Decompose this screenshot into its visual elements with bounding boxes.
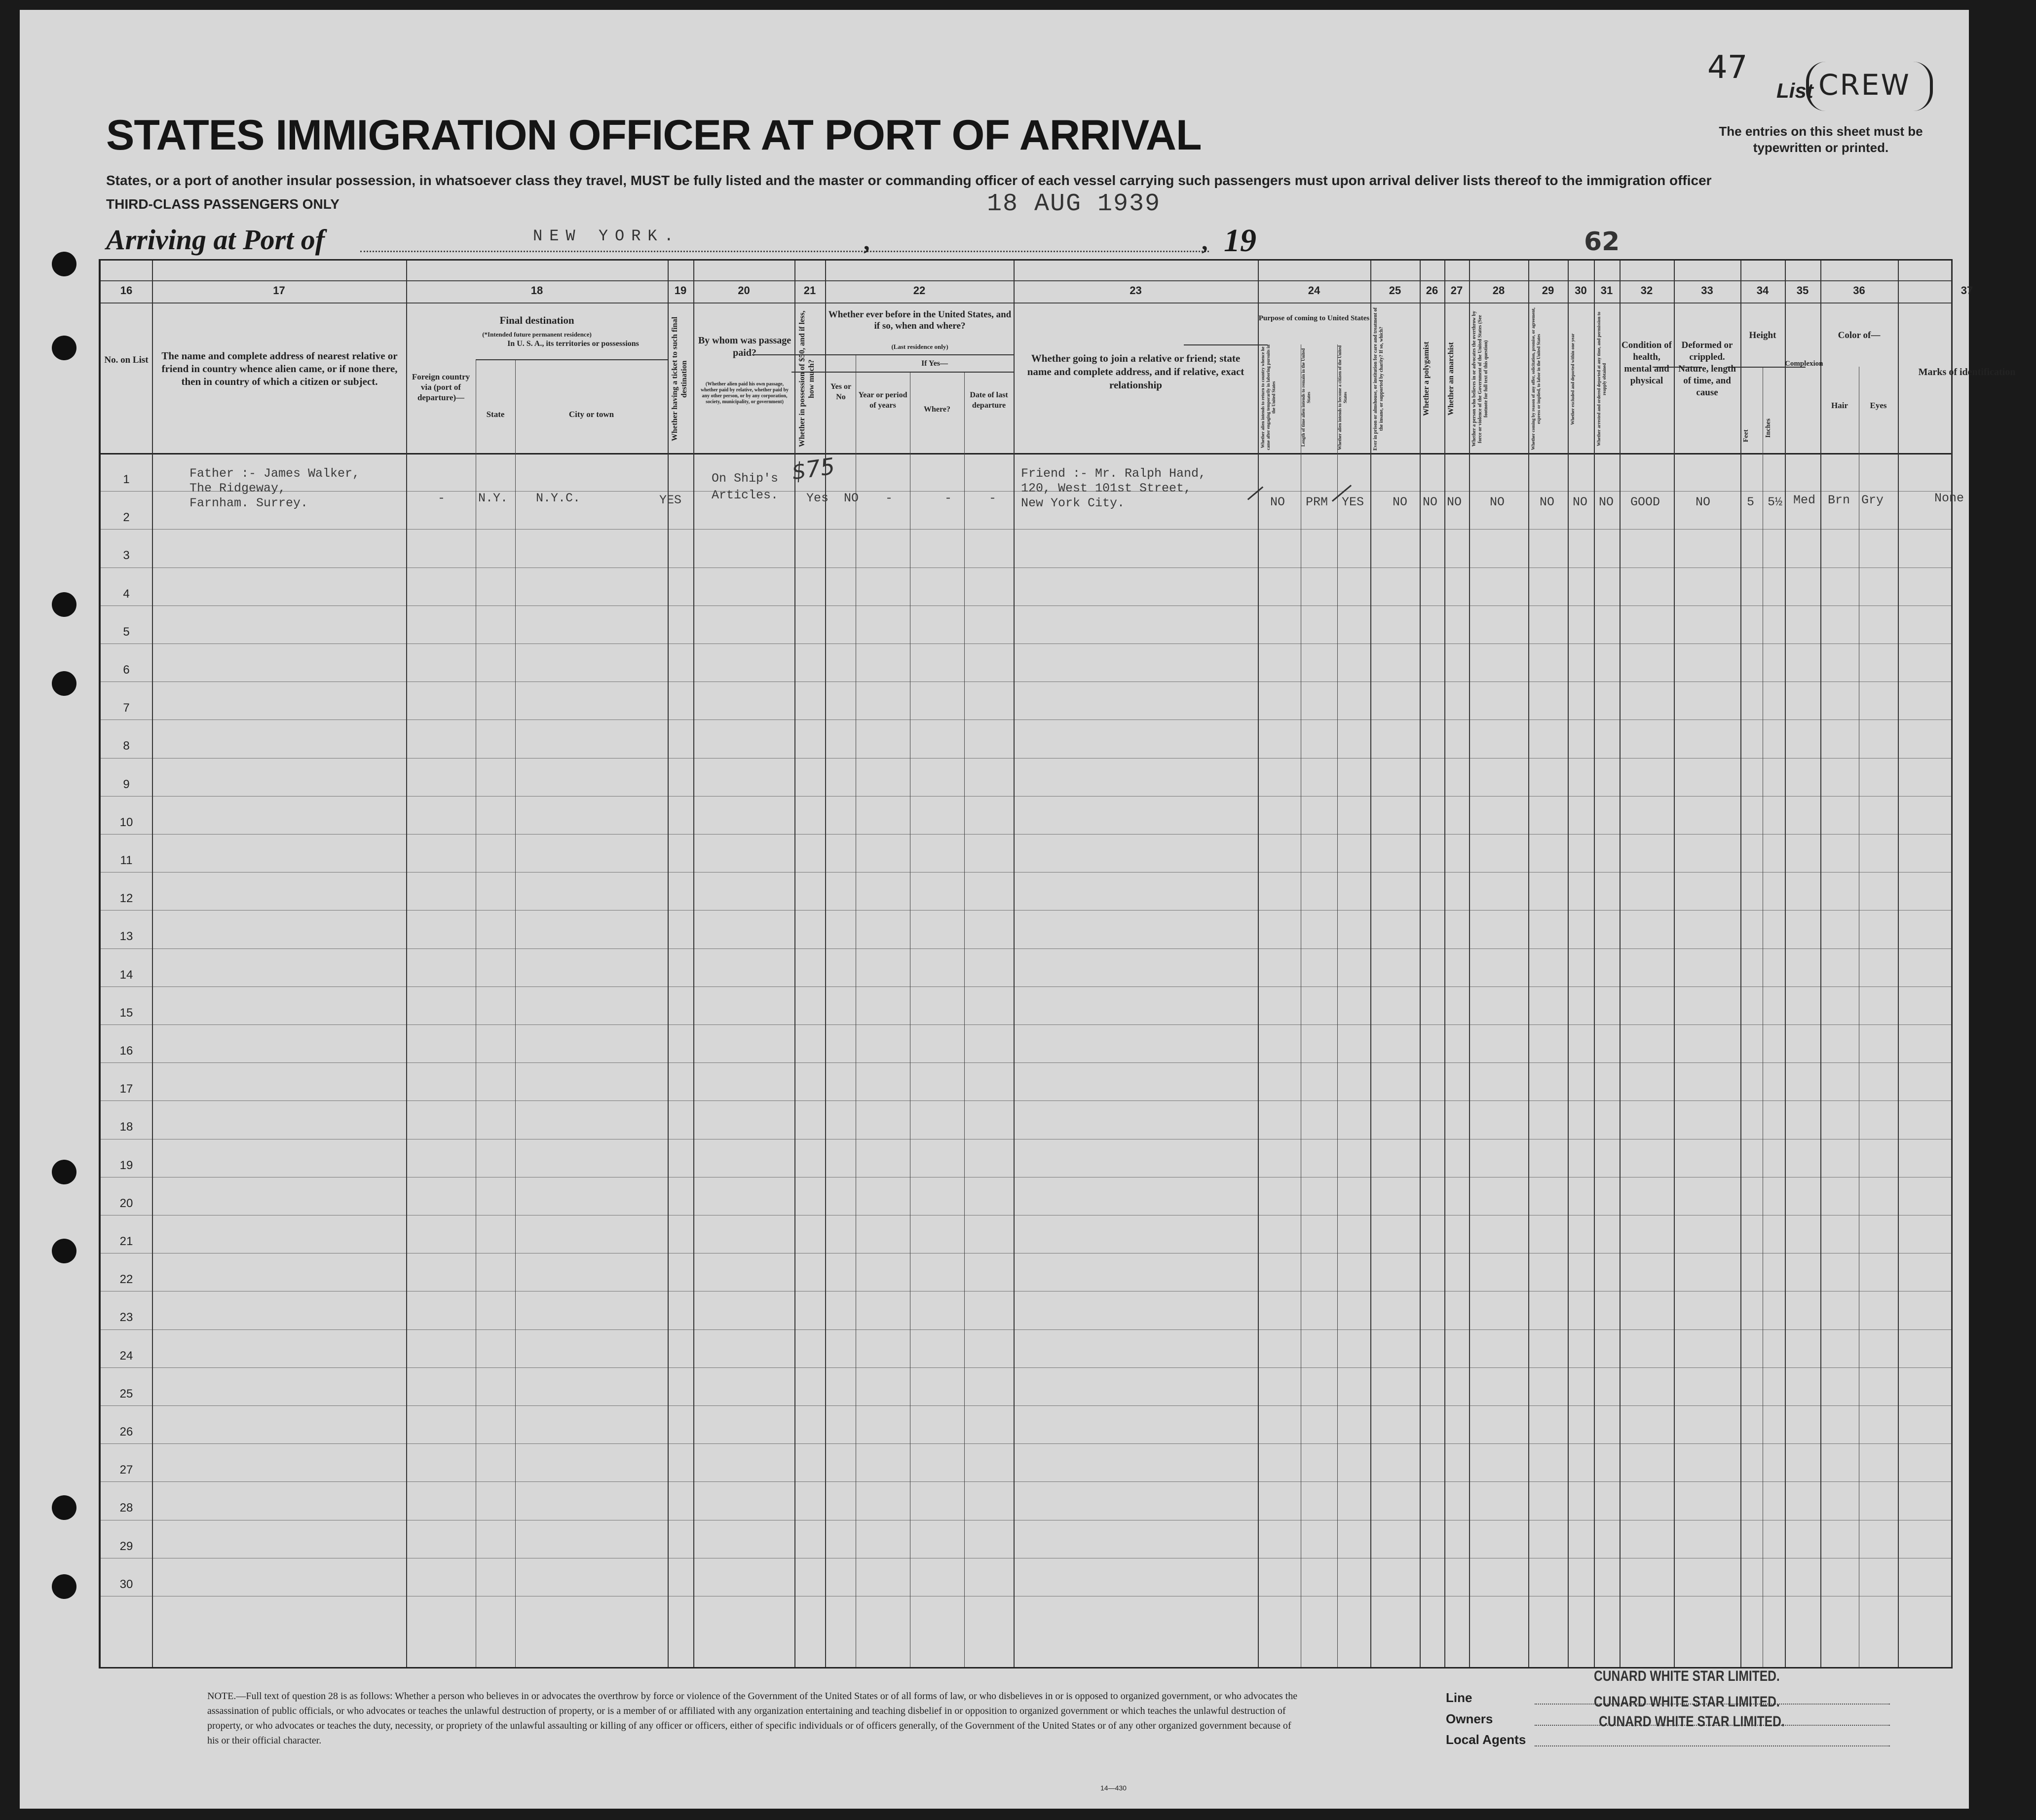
header-q29: Whether coming by reason of any offer, solicitation, promise, or agreement, express or implied, to labor in the United States: [1531, 307, 1541, 451]
subheader-rule: [1184, 344, 1268, 345]
row-number: 29: [119, 1539, 133, 1553]
row-number: 10: [119, 815, 133, 829]
entry-relative-line: The Ridgeway,: [189, 481, 286, 495]
entry-ticket: YES: [659, 493, 682, 507]
column-number: 19: [674, 284, 687, 297]
entry-where-dash: -: [944, 491, 952, 505]
column-line: [406, 261, 407, 1667]
header-height: Height: [1749, 330, 1776, 341]
header-feet: Feet: [1742, 429, 1750, 442]
row-number: 28: [119, 1501, 133, 1515]
header-marks: Marks of identification: [1918, 367, 2016, 378]
row-number: 7: [123, 701, 130, 715]
column-line: [1370, 261, 1371, 1667]
column-number: 30: [1575, 284, 1587, 297]
column-number: 31: [1600, 284, 1613, 297]
subheader-rule: [476, 359, 668, 360]
header-ticket: Whether having a ticket to such final destination: [671, 316, 688, 442]
row-number: 1: [123, 473, 130, 486]
port-value: NEW YORK.: [533, 227, 680, 245]
entry-relative-line: Father :- James Walker,: [189, 466, 360, 481]
header-anarchist: Whether an anarchist: [1447, 342, 1455, 416]
tick-mark-icon: [1247, 486, 1264, 500]
entry-prison: NO: [1393, 495, 1408, 509]
header-q31: Whether arrested and ordered deported at any time, and permission to reapply obtained: [1596, 311, 1607, 447]
column-line: [1594, 261, 1595, 1667]
column-line: [1674, 261, 1675, 1667]
header-yes-or-no: Yes or No: [830, 382, 852, 401]
date-stamp: 18 AUG 1939: [987, 190, 1161, 218]
header-no-on-list: No. on List: [104, 355, 149, 365]
column-line: [668, 261, 669, 1667]
entry-possession: Yes: [806, 491, 829, 505]
header-final-destination-note: (*Intended future permanent residence): [482, 331, 592, 338]
column-line: [1444, 261, 1445, 1667]
entries-note: The entries on this sheet must be typewritten or printed.: [1719, 124, 1923, 155]
column-number: 25: [1389, 284, 1401, 297]
column-line: [1420, 261, 1421, 1667]
punch-hole-icon: [52, 1160, 76, 1184]
header-purpose-length: Length of time alien intends to remain in the United States: [1301, 348, 1311, 447]
header-deformed: Deformed or crippled. Nature, length of time, and cause: [1678, 340, 1736, 398]
entry-city: N.Y.C.: [536, 491, 581, 505]
punch-hole-icon: [52, 1239, 76, 1263]
arriving-dotted-line: [360, 251, 1209, 252]
handwritten-mark: 62: [1584, 227, 1620, 257]
entry-feet: 5: [1747, 495, 1755, 509]
manifest-page: [20, 10, 2016, 1809]
row-number: 20: [119, 1196, 133, 1210]
punch-hole-icon: [52, 1495, 76, 1520]
entry-ever-before: NO: [844, 491, 859, 505]
row-number: 6: [123, 663, 130, 677]
row-number: 26: [119, 1425, 133, 1439]
entry-joining-line: 120, West 101st Street,: [1021, 481, 1192, 495]
column-number: 21: [803, 284, 816, 297]
entry-polygamist: NO: [1423, 495, 1438, 509]
column-line: [1620, 261, 1621, 1667]
entry-purpose-citizen: YES: [1342, 495, 1364, 509]
header-if-yes: If Yes—: [921, 359, 948, 368]
column-line: [693, 261, 694, 1667]
entry-marks: None: [1934, 491, 1964, 505]
agents-value: CUNARD WHITE STAR LIMITED.: [1599, 1713, 1785, 1730]
header-ever-before: Whether ever before in the United States, and if so, when and where?: [828, 309, 1012, 331]
row-number: 27: [119, 1463, 133, 1477]
column-line: [152, 261, 153, 1667]
column-number: 16: [120, 284, 133, 297]
entry-health: GOOD: [1630, 495, 1660, 509]
column-number: 22: [913, 284, 926, 297]
entry-q28: NO: [1490, 495, 1505, 509]
column-line: [1568, 261, 1569, 1667]
column-line: [1469, 261, 1470, 1667]
page-title: STATES IMMIGRATION OFFICER AT PORT OF ARRIVAL: [106, 112, 1202, 159]
row-number: 13: [119, 930, 133, 944]
entry-anarchist: NO: [1447, 495, 1462, 509]
agents-dotted-line: [1535, 1745, 1890, 1746]
entry-eyes: Gry: [1861, 493, 1884, 507]
column-number: 24: [1308, 284, 1320, 297]
subcolumn-line: [515, 359, 516, 1667]
owners-value: CUNARD WHITE STAR LIMITED.: [1594, 1694, 1780, 1710]
header-where: Where?: [924, 405, 950, 414]
row-number: 17: [119, 1082, 133, 1096]
row-number: 16: [119, 1044, 133, 1058]
subcolumn-line: [964, 372, 965, 1667]
line-value: CUNARD WHITE STAR LIMITED.: [1594, 1668, 1780, 1684]
list-number: 47: [1707, 49, 1748, 86]
header-state: State: [486, 410, 505, 419]
punch-hole-icon: [52, 252, 76, 276]
entry-deformed: NO: [1696, 495, 1711, 509]
header-joining: Whether going to join a relative or friend; state name and complete address, and if relative, exact relationship: [1027, 352, 1244, 391]
column-line: [1528, 261, 1529, 1667]
entry-q31: NO: [1599, 495, 1614, 509]
entry-purpose-length: PRM: [1306, 495, 1328, 509]
row-number: 30: [119, 1577, 133, 1591]
header-in-usa: In U. S. A., its territories or possessions: [507, 340, 639, 348]
header-city: City or town: [568, 410, 614, 419]
header-purpose: Purpose of coming to United States: [1258, 314, 1370, 322]
punch-hole-icon: [52, 671, 76, 696]
header-ever-before-note: (Last residence only): [891, 343, 948, 350]
entry-hair: Brn: [1828, 493, 1850, 507]
entry-passage-line: Articles.: [712, 488, 779, 502]
header-purpose-citizen: Whether alien intends to become a citizen of the United States: [1337, 345, 1348, 450]
header-possession-50: Whether in possession of $50, and if less, how much?: [798, 310, 816, 448]
row-number: 3: [123, 549, 130, 563]
column-number: 37: [1961, 284, 1973, 297]
entry-joining-line: Friend :- Mr. Ralph Hand,: [1021, 466, 1207, 481]
row-number: 8: [123, 739, 130, 753]
column-number: 18: [530, 284, 543, 297]
entry-q30: NO: [1573, 495, 1588, 509]
arriving-label: Arriving at Port of: [106, 224, 325, 256]
footnote-q28: NOTE.—Full text of question 28 is as follows: Whether a person who believes in or advocates the overthrow by force or violence of the Government of the United States or of all forms of law, or who disbelieves in or is opposed to organized government, or who advocates the assassination of public officials, or who advocates or teaches the unlawful destruction of property, or is a member of or affiliated with any organization entertaining and teaching disbelief in or opposition to organized government or which teaches the unlawful destruction of property, or who advocates or teaches the duty, necessity, or propriety of the unlawful assaulting or killing of any officer or officers, either of specific individuals or of officers generally, of the Government of the United States or of any other organized government because of his or their official character.: [207, 1691, 1298, 1746]
entry-inches: 5½: [1768, 495, 1783, 509]
manifest-table: [99, 259, 2016, 1668]
entry-complexion: Med: [1793, 493, 1816, 507]
entry-q29: NO: [1540, 495, 1555, 509]
year-prefix: 19: [1224, 223, 1256, 259]
column-number: 32: [1640, 284, 1653, 297]
page-subtitle: States, or a port of another insular possession, in whatsoever class they travel, MUST be fully listed and the master or commanding officer of each vessel carrying such passengers must upon arrival deliver lists thereof to the immigration officer: [106, 173, 1712, 188]
header-inches: Inches: [1765, 418, 1772, 438]
header-hair: Hair: [1831, 401, 1848, 410]
row-number: 18: [119, 1120, 133, 1134]
column-number: 34: [1756, 284, 1769, 297]
agents-label: Local Agents: [1446, 1732, 1526, 1747]
entry-passage-line: On Ship's: [712, 471, 779, 486]
header-q30: Whether excluded and deported within one year: [1570, 333, 1575, 425]
punch-hole-icon: [52, 1574, 76, 1599]
column-number: 35: [1796, 284, 1809, 297]
header-foreign-country: Foreign country via (port of departure)—: [412, 372, 470, 402]
header-health: Condition of health, mental and physical: [1621, 340, 1672, 386]
row-number: 19: [119, 1158, 133, 1172]
header-final-destination: Final destination: [499, 314, 574, 326]
header-relative: The name and complete address of nearest relative or friend in country whence alien came, or if none there, then in country of which a citizen or subject.: [161, 350, 398, 387]
column-line: [1740, 261, 1741, 1667]
header-eyes: Eyes: [1870, 401, 1887, 410]
row-number: 5: [123, 625, 130, 639]
subcolumn-line: [1337, 344, 1338, 1667]
entry-year-dash: -: [885, 491, 893, 505]
column-number: 17: [273, 284, 285, 297]
column-number: 33: [1701, 284, 1713, 297]
entry-purpose-return: NO: [1270, 495, 1285, 509]
column-line: [1785, 261, 1786, 1667]
row-number: 21: [119, 1235, 133, 1248]
comma-mark: ,: [864, 228, 870, 255]
row-number: 12: [119, 892, 133, 906]
column-number: 29: [1542, 284, 1554, 297]
line-label: Line: [1446, 1690, 1472, 1705]
punch-hole-icon: [52, 336, 76, 360]
entry-amount-handwritten: $75: [790, 453, 837, 485]
column-number: 27: [1450, 284, 1463, 297]
column-number: 23: [1130, 284, 1142, 297]
list-label: List: [1776, 79, 1813, 102]
row-number: 14: [119, 968, 133, 982]
row-number: 24: [119, 1349, 133, 1363]
passenger-class-label: THIRD-CLASS PASSENGERS ONLY: [106, 196, 339, 212]
row-number: 11: [120, 854, 133, 867]
row-number: 25: [119, 1387, 133, 1401]
header-purpose-return: Whether alien intends to return to country whence he came after engaging temporarily in laboring pursuits in the United States: [1260, 344, 1276, 451]
header-date-departure: Date of last departure: [970, 391, 1008, 410]
punch-hole-icon: [52, 592, 76, 617]
entry-joining-line: New York City.: [1021, 496, 1125, 510]
column-line: [1014, 261, 1015, 1667]
header-polygamist: Whether a polygamist: [1422, 341, 1431, 417]
row-number: 23: [119, 1311, 133, 1325]
form-number: 14—430: [1100, 1784, 1127, 1792]
row-number: 15: [119, 1006, 133, 1020]
column-line: [1951, 261, 1952, 1667]
header-passage: By whom was passage paid?: [698, 335, 792, 358]
comma-mark: ,: [1202, 228, 1208, 255]
header-q28: Whether a person who believes in or advocates the overthrow by force or violence of the Government of the United States (See footnote for full text of this question): [1471, 311, 1489, 447]
header-complexion: Complexion: [1785, 360, 1823, 368]
column-number: 28: [1492, 284, 1505, 297]
row-number: 22: [119, 1273, 133, 1287]
column-number: 26: [1426, 284, 1438, 297]
header-prison: Ever in prison or almshouse, or institution for care and treatment of the insane, or supported by charity? If so, which?: [1373, 307, 1384, 451]
header-passage-note: (Whether alien paid his own passage, whether paid by relative, whether paid by any other person, or by any corporation, society, municipality, or government): [700, 381, 789, 405]
entry-foreign-country: -: [438, 491, 446, 505]
header-year-period: Year or period of years: [858, 391, 907, 410]
column-line: [1820, 261, 1821, 1667]
column-number: 36: [1853, 284, 1865, 297]
column-line: [1898, 261, 1899, 1667]
entry-relative-line: Farnham. Surrey.: [189, 496, 308, 510]
column-line: [1258, 261, 1259, 1667]
crew-label: CREW: [1818, 68, 1911, 102]
row-number: 9: [123, 777, 130, 791]
entry-state: N.Y.: [478, 491, 508, 505]
owners-label: Owners: [1446, 1711, 1493, 1726]
entry-date-dash: -: [989, 491, 997, 505]
row-number: 4: [123, 587, 130, 601]
row-number: 2: [123, 511, 130, 525]
header-color-of: Color of—: [1838, 330, 1881, 341]
column-number: 20: [738, 284, 750, 297]
subheader-rule: [792, 372, 1014, 373]
